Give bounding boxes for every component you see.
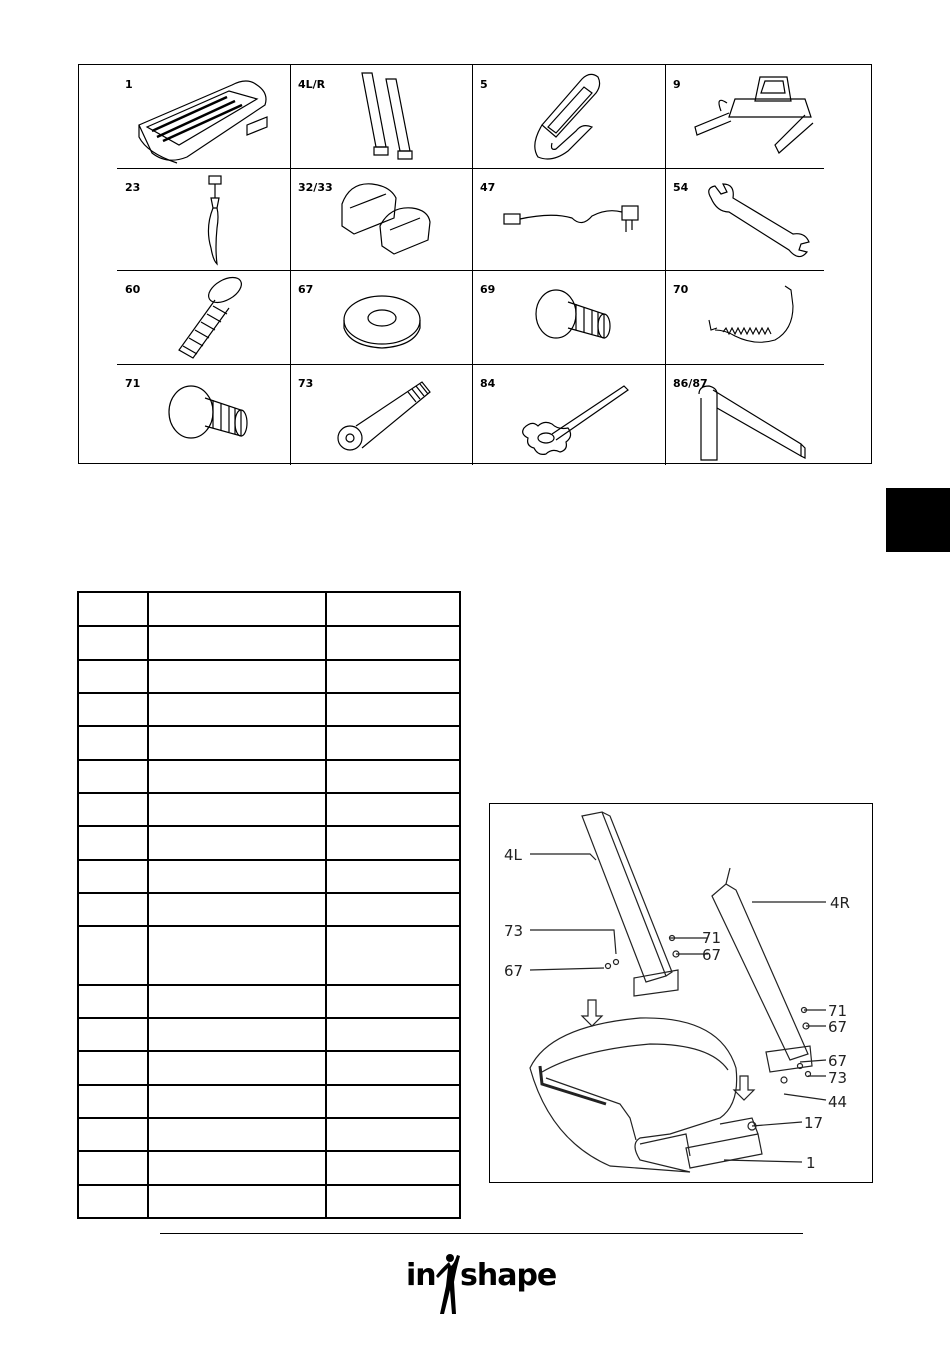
table-row bbox=[79, 892, 459, 894]
part-number: 1 bbox=[125, 78, 133, 91]
table-row bbox=[79, 725, 459, 727]
part-number: 71 bbox=[125, 377, 141, 390]
bolt-icon bbox=[472, 270, 665, 364]
base-frame bbox=[686, 1134, 762, 1168]
cable-icon bbox=[472, 168, 665, 270]
table-row bbox=[79, 825, 459, 827]
brand-logo bbox=[402, 1252, 557, 1316]
part-cell bbox=[117, 168, 290, 270]
part-cell bbox=[472, 65, 665, 168]
part-cell bbox=[117, 364, 290, 465]
screw-icon bbox=[117, 270, 290, 364]
table-row bbox=[79, 625, 459, 627]
treadmill-base-outline bbox=[530, 1018, 737, 1172]
part-cell bbox=[472, 168, 665, 270]
part-number: 47 bbox=[480, 181, 496, 194]
part-cell bbox=[290, 168, 472, 270]
upright-right bbox=[712, 884, 808, 1060]
coiled-wire-icon bbox=[665, 270, 824, 364]
part-number: 4L/R bbox=[298, 78, 326, 91]
arrow-down-icon bbox=[582, 1000, 602, 1026]
allen-key-icon bbox=[665, 364, 824, 465]
callout-label: 17 bbox=[804, 1114, 824, 1132]
assembly-diagram bbox=[489, 803, 873, 1183]
table-column-divider bbox=[147, 593, 149, 1217]
part-number: 67 bbox=[298, 283, 314, 296]
table-row bbox=[79, 659, 459, 661]
part-cell bbox=[472, 270, 665, 364]
chapter-tab bbox=[886, 488, 950, 552]
figure-logo-icon bbox=[432, 1252, 462, 1316]
table-row bbox=[79, 1184, 459, 1186]
part-number: 54 bbox=[673, 181, 689, 194]
parts-grid bbox=[78, 64, 872, 464]
safety-key-icon bbox=[117, 168, 290, 270]
callout-label: 73 bbox=[828, 1069, 848, 1087]
table-row bbox=[79, 925, 459, 927]
part-cell bbox=[665, 65, 824, 168]
table-row bbox=[79, 1050, 459, 1052]
console-icon bbox=[665, 65, 824, 168]
long-bolt-icon bbox=[290, 364, 472, 465]
table-row bbox=[79, 692, 459, 694]
table-row bbox=[79, 759, 459, 761]
logo-text-left: in bbox=[406, 1258, 436, 1293]
parts-table bbox=[77, 591, 461, 1219]
motor-cover-icon bbox=[290, 168, 472, 270]
callout-label: 4R bbox=[830, 894, 850, 912]
assembly-drawing bbox=[490, 804, 874, 1184]
part-cell bbox=[665, 270, 824, 364]
bolt-icon bbox=[117, 364, 290, 465]
table-row bbox=[79, 792, 459, 794]
part-cell bbox=[665, 364, 824, 465]
table-row bbox=[79, 1017, 459, 1019]
cross-key-icon bbox=[472, 364, 665, 465]
callout-label: 67 bbox=[828, 1052, 848, 1070]
part-cell bbox=[472, 364, 665, 465]
part-number: 86/87 bbox=[673, 377, 708, 390]
part-number: 60 bbox=[125, 283, 141, 296]
upright-left bbox=[582, 812, 666, 982]
part-cell bbox=[290, 65, 472, 168]
treadmill-base-icon bbox=[117, 65, 290, 168]
table-row bbox=[79, 859, 459, 861]
table-row bbox=[79, 1117, 459, 1119]
part-number: 84 bbox=[480, 377, 496, 390]
part-cell bbox=[290, 364, 472, 465]
part-number: 5 bbox=[480, 78, 488, 91]
callout-label: 1 bbox=[806, 1154, 816, 1172]
wrench-icon bbox=[665, 168, 824, 270]
callout-label: 71 bbox=[828, 1002, 848, 1020]
table-column-divider bbox=[325, 593, 327, 1217]
footer-divider bbox=[160, 1233, 803, 1234]
table-row bbox=[79, 984, 459, 986]
callout-label: 73 bbox=[504, 922, 524, 940]
part-cell bbox=[117, 270, 290, 364]
callout-label: 67 bbox=[702, 946, 722, 964]
part-number: 69 bbox=[480, 283, 496, 296]
part-number: 32/33 bbox=[298, 181, 333, 194]
part-number: 23 bbox=[125, 181, 141, 194]
part-number: 9 bbox=[673, 78, 681, 91]
callout-label: 67 bbox=[504, 962, 524, 980]
part-cell bbox=[117, 65, 290, 168]
logo-text-right: shape bbox=[460, 1258, 557, 1293]
upright-posts-icon bbox=[290, 65, 472, 168]
callout-label: 4L bbox=[504, 846, 522, 864]
table-row bbox=[79, 1084, 459, 1086]
part-number: 70 bbox=[673, 283, 689, 296]
part-cell bbox=[665, 168, 824, 270]
table-row bbox=[79, 1150, 459, 1152]
callout-label: 44 bbox=[828, 1093, 848, 1111]
washer-icon bbox=[290, 270, 472, 364]
callout-label: 71 bbox=[702, 929, 722, 947]
part-number: 73 bbox=[298, 377, 314, 390]
handlebar-icon bbox=[472, 65, 665, 168]
part-cell bbox=[290, 270, 472, 364]
callout-label: 67 bbox=[828, 1018, 848, 1036]
